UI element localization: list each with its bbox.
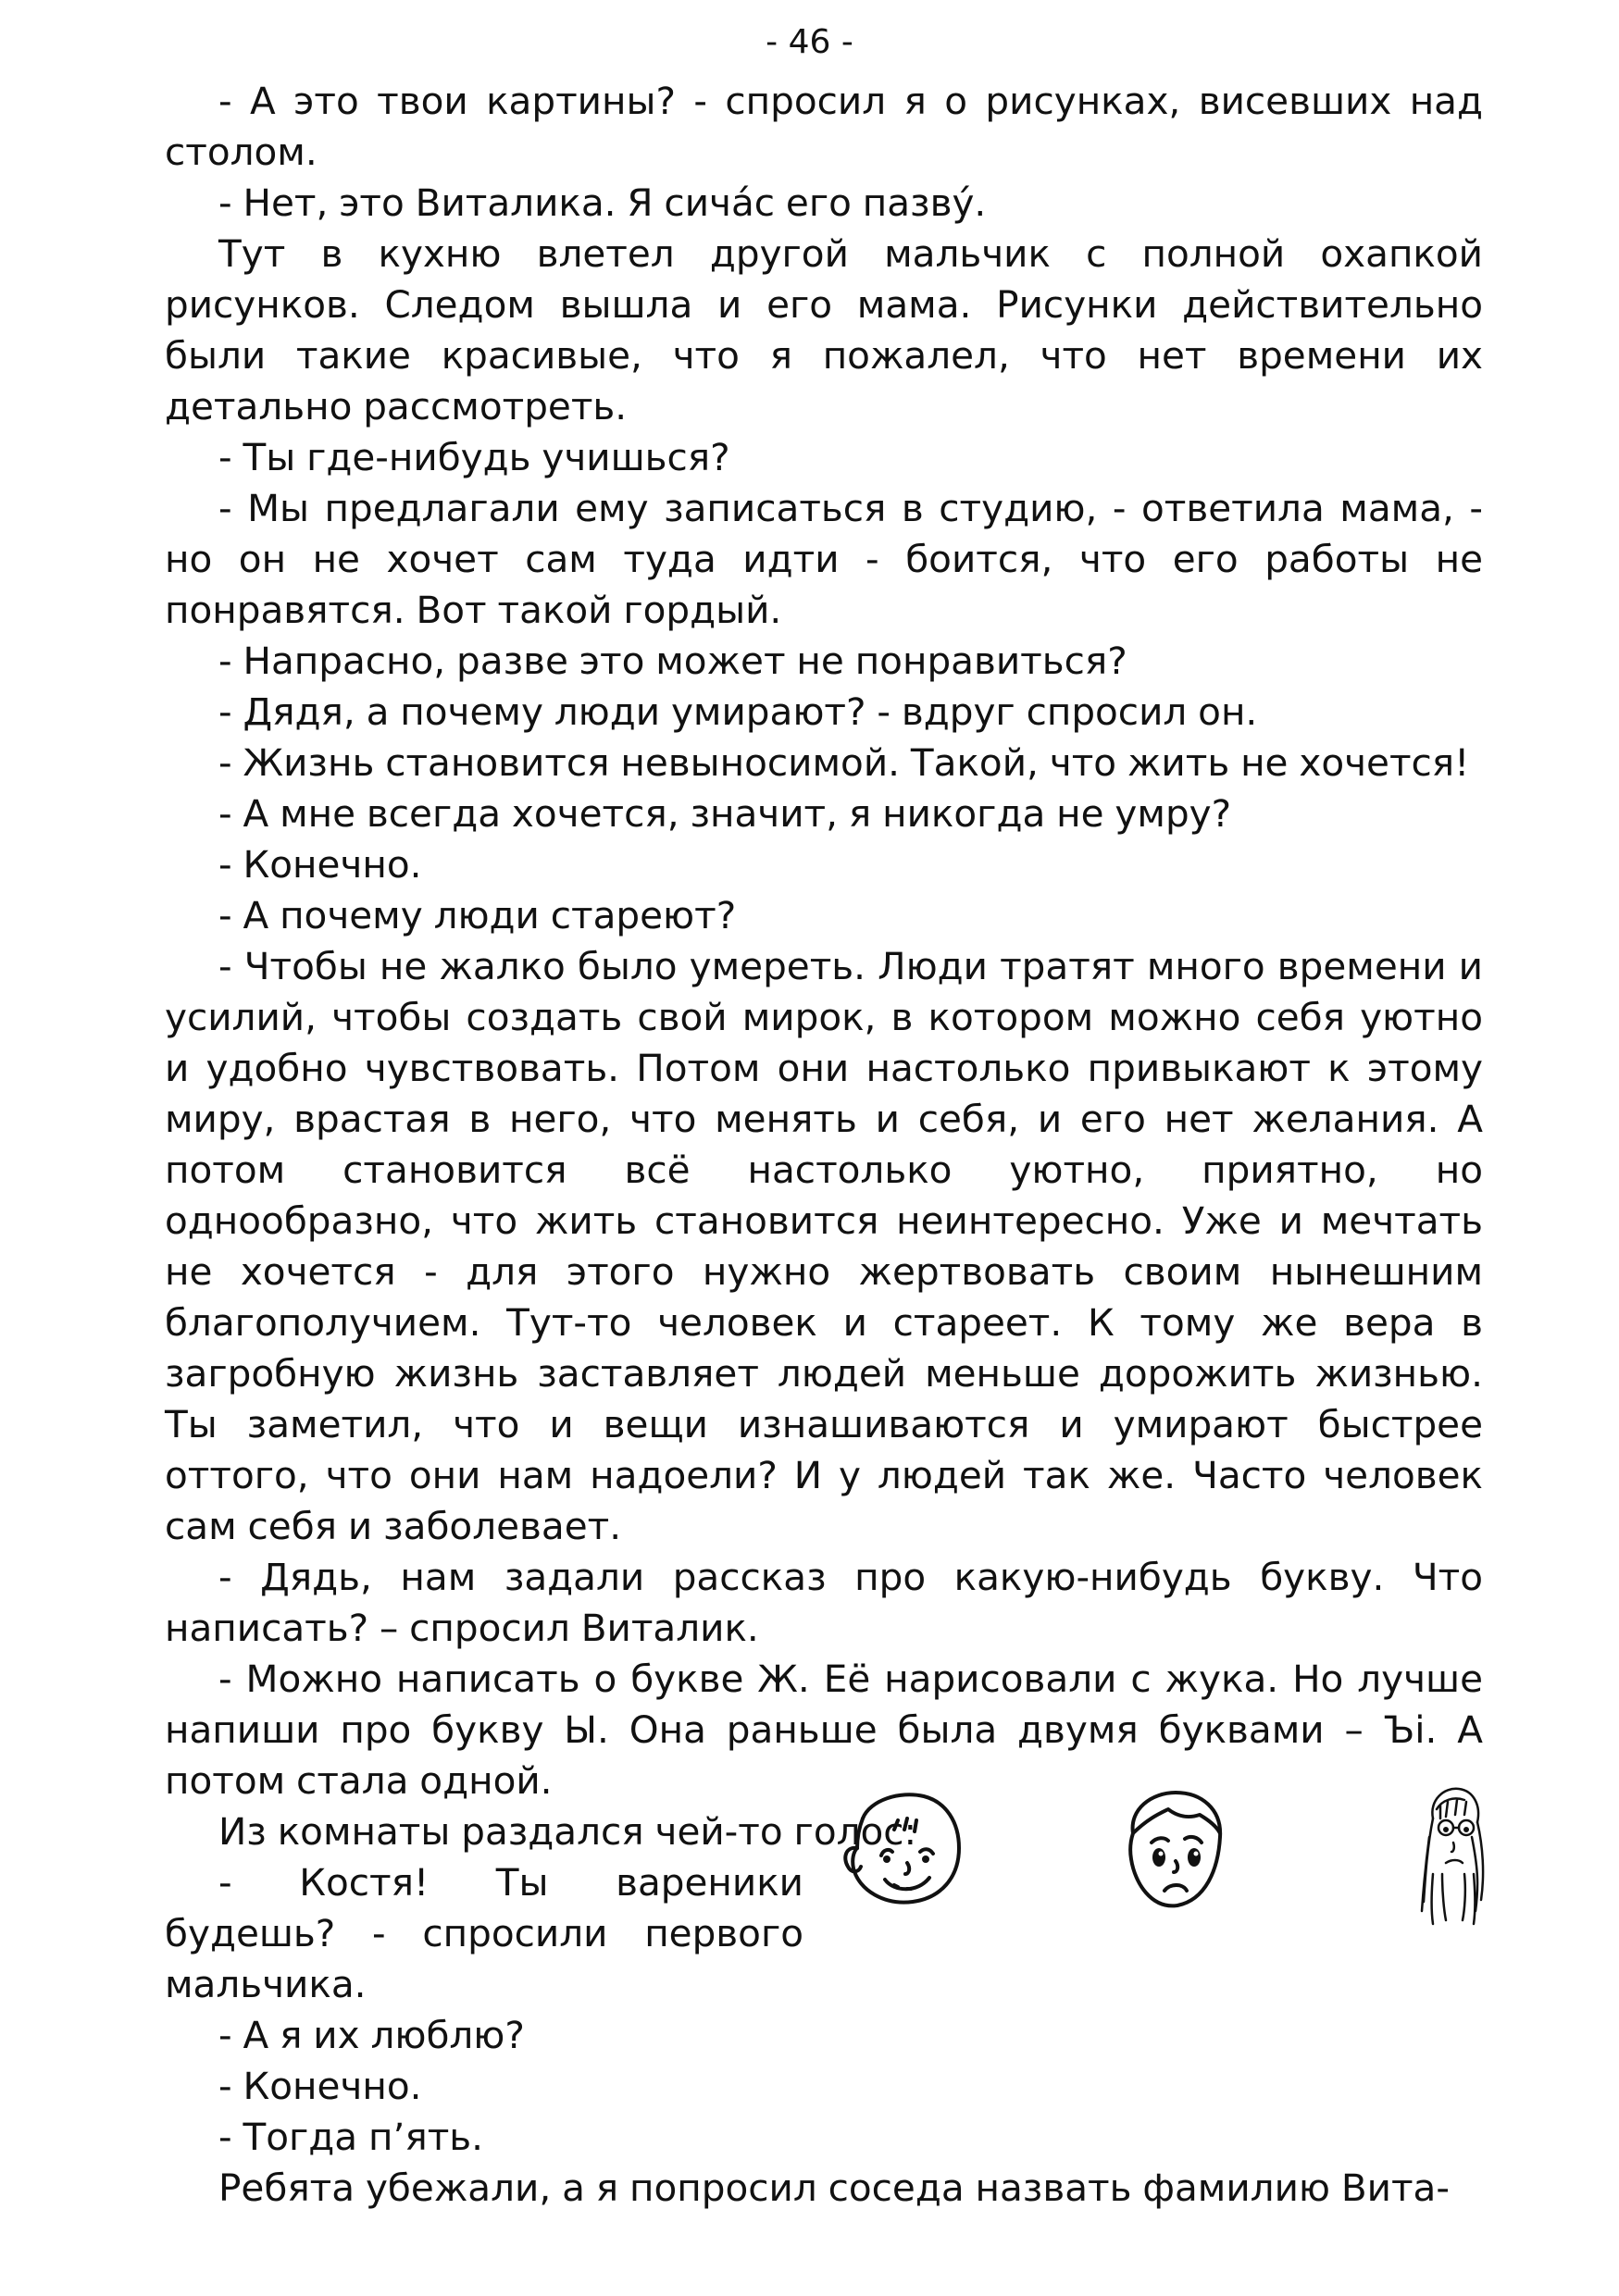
paragraph: - Нет, это Виталика. Я сича́с его пазву́.: [218, 180, 987, 225]
paragraph: - Жизнь становится невыносимой. Такой, что жить не хочется!: [218, 740, 1470, 785]
paragraph: - Ты где-нибудь учишься?: [218, 435, 730, 479]
paragraph: - А почему люди стареют?: [218, 893, 737, 937]
page-number: - 46 -: [766, 23, 853, 61]
paragraph: - Мы предлагали ему записаться в студию, - ответила мама, - но он не хочет сам туда идти - боится, что его работы не понравятся. Вот такой гордый.: [165, 486, 1483, 632]
paragraph: Из комнаты раздался чей-то голос:: [218, 1809, 917, 1854]
paragraph: Тут в кухню влетел другой мальчик с полной охапкой рисунков. Следом вышла и его мама. Рисунки действительно были такие красивые, что я пожалел, что нет времени их детально рассмотреть.: [165, 231, 1483, 428]
paragraph: - А я их люблю?: [218, 2013, 525, 2057]
sad-boy-face-icon: [1120, 1781, 1231, 1920]
smiling-boy-face-icon: [833, 1781, 972, 1920]
paragraph: - Тогда п’ять.: [218, 2115, 484, 2159]
paragraph: - Можно написать о букве Ж. Её нарисовали с жука. Но лучше напиши про букву Ы. Она раньше была двумя буквами – Ъi. А потом стала одной.: [165, 1657, 1483, 1803]
paragraph: - А это твои картины? - спросил я о рисунках, висевших над столом.: [165, 79, 1483, 174]
paragraph: - Конечно.: [218, 2064, 422, 2108]
paragraph: - Конечно.: [218, 842, 422, 887]
paragraph: - Дядь, нам задали рассказ про какую-нибудь букву. Что написать? – спросил Виталик.: [165, 1555, 1483, 1650]
paragraph: Ребята убежали, а я попросил соседа назвать фамилию Вита-: [218, 2166, 1450, 2210]
paragraph: - Чтобы не жалко было умереть. Люди тратят много времени и усилий, чтобы создать свой мирок, в котором можно себя уютно и удобно чувствовать. Потом они настолько привыкают к этому миру, врастая в него, что менять и себя, и его нет желания. А потом становится всё настолько уютно, приятно, но однообразно, что жить становится неинтересно. Уже и мечтать не хочется - для этого нужно жертвовать своим нынешним благополучием. Тут-то человек и стареет. К тому же вера в загробную жизнь заставляет людей меньше дорожить жизнью. Ты заметил, что и вещи изнашиваются и умирают быстрее оттого, что они нам надоели? И у людей так же. Часто человек сам себя и заболевает.: [165, 944, 1483, 1548]
paragraph: - Дядя, а почему люди умирают? - вдруг спросил он.: [218, 689, 1258, 734]
face-illustrations: [815, 1781, 1527, 1939]
paragraph: - Напрасно, разве это может не понравиться?: [218, 639, 1127, 683]
paragraph-beside-illustrations: - Костя! Ты вареники будешь? - спросили первого мальчика.: [165, 1860, 803, 2006]
paragraph: - А мне всегда хочется, значит, я никогда не умру?: [218, 791, 1232, 836]
girl-with-glasses-icon: [1416, 1781, 1490, 1930]
